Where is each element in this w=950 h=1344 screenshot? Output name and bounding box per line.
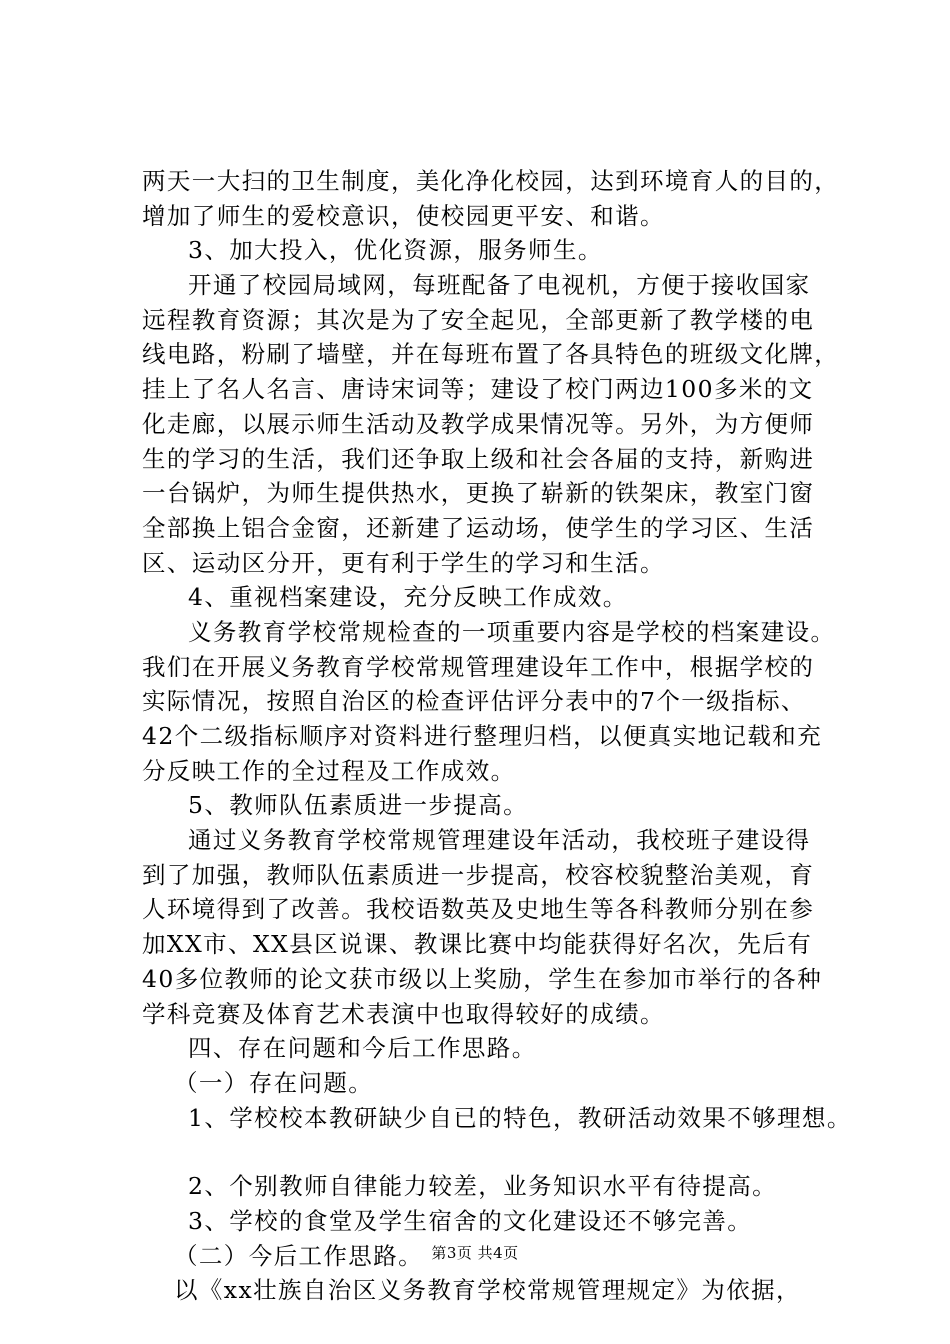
list-item: 1、学校校本教研缺少自已的特色，教研活动效果不够理想。 — [188, 1103, 852, 1132]
subsection-heading: （二）今后工作思路。 — [174, 1241, 423, 1270]
text-line: 42个二级指标顺序对资料进行整理归档，以便真实地记载和充 — [142, 722, 823, 750]
text-line: 加XX市、XX县区说课、教课比赛中均能获得好名次，先后有 — [142, 930, 813, 959]
text-line: 两天一大扫的卫生制度，美化净化校园，达到环境育人的目的， — [142, 167, 840, 195]
text-line: 我们在开展义务教育学校常规管理建设年工作中，根据学校的 — [142, 652, 815, 681]
text-line: 区、运动区分开，更有利于学生的学习和生活。 — [142, 548, 665, 577]
subsection-heading: （一）存在问题。 — [174, 1068, 374, 1097]
section-heading: 四、存在问题和今后工作思路。 — [188, 1034, 537, 1063]
list-item: 3、学校的食堂及学生宿舍的文化建设还不够完善。 — [188, 1206, 753, 1235]
text-line: 40多位教师的论文获市级以上奖励，学生在参加市举行的各种 — [142, 964, 823, 993]
text-line: 远程教育资源；其次是为了安全起见，全部更新了教学楼的电 — [142, 305, 815, 334]
text-line: 以《xx壮族自治区义务教育学校常规管理规定》为依据， — [174, 1276, 801, 1305]
text-line: 生的学习的生活，我们还争取上级和社会各届的支持，新购进 — [142, 444, 815, 473]
text-line: 一台锅炉，为师生提供热水，更换了崭新的铁架床，教室门窗 — [142, 479, 815, 508]
text-line: 分反映工作的全过程及工作成效。 — [142, 756, 516, 785]
text-line: 到了加强，教师队伍素质进一步提高，校容校貌整治美观，育 — [142, 860, 815, 889]
section-heading: 4、重视档案建设，充分反映工作成效。 — [188, 583, 628, 612]
text-line: 增加了师生的爱校意识，使校园更平安、和谐。 — [142, 201, 665, 230]
text-line: 挂上了名人名言、唐诗宋词等；建设了校门两边100多米的文 — [142, 375, 814, 404]
text-line: 线电路，粉刷了墙壁，并在每班布置了各具特色的班级文化牌， — [142, 340, 840, 369]
text-line: 实际情况，按照自治区的检查评估评分表中的7个一级指标、 — [142, 687, 806, 716]
text-line: 学科竞赛及体育艺术表演中也取得较好的成绩。 — [142, 999, 665, 1028]
text-line: 开通了校园局域网，每班配备了电视机，方便于接收国家 — [188, 271, 811, 300]
section-heading: 5、教师队伍素质进一步提高。 — [188, 791, 529, 820]
section-heading: 3、加大投入，优化资源，服务师生。 — [188, 236, 603, 265]
text-line: 全部换上铝合金窗，还新建了运动场，使学生的学习区、生活 — [142, 513, 815, 542]
text-line: 义务教育学校常规检查的一项重要内容是学校的档案建设。 — [188, 617, 836, 646]
text-line: 化走廊，以展示师生活动及教学成果情况等。另外，为方便师 — [142, 409, 815, 438]
page-number-footer: 第3页 共4页 — [431, 1244, 519, 1262]
blank-line — [142, 1135, 842, 1169]
document-body — [142, 164, 852, 1308]
text-line: 通过义务教育学校常规管理建设年活动，我校班子建设得 — [188, 826, 811, 855]
list-item: 2、个别教师自律能力较差，业务知识水平有待提高。 — [188, 1172, 778, 1201]
text-line: 人环境得到了改善。我校语数英及史地生等各科教师分别在参 — [142, 895, 815, 924]
